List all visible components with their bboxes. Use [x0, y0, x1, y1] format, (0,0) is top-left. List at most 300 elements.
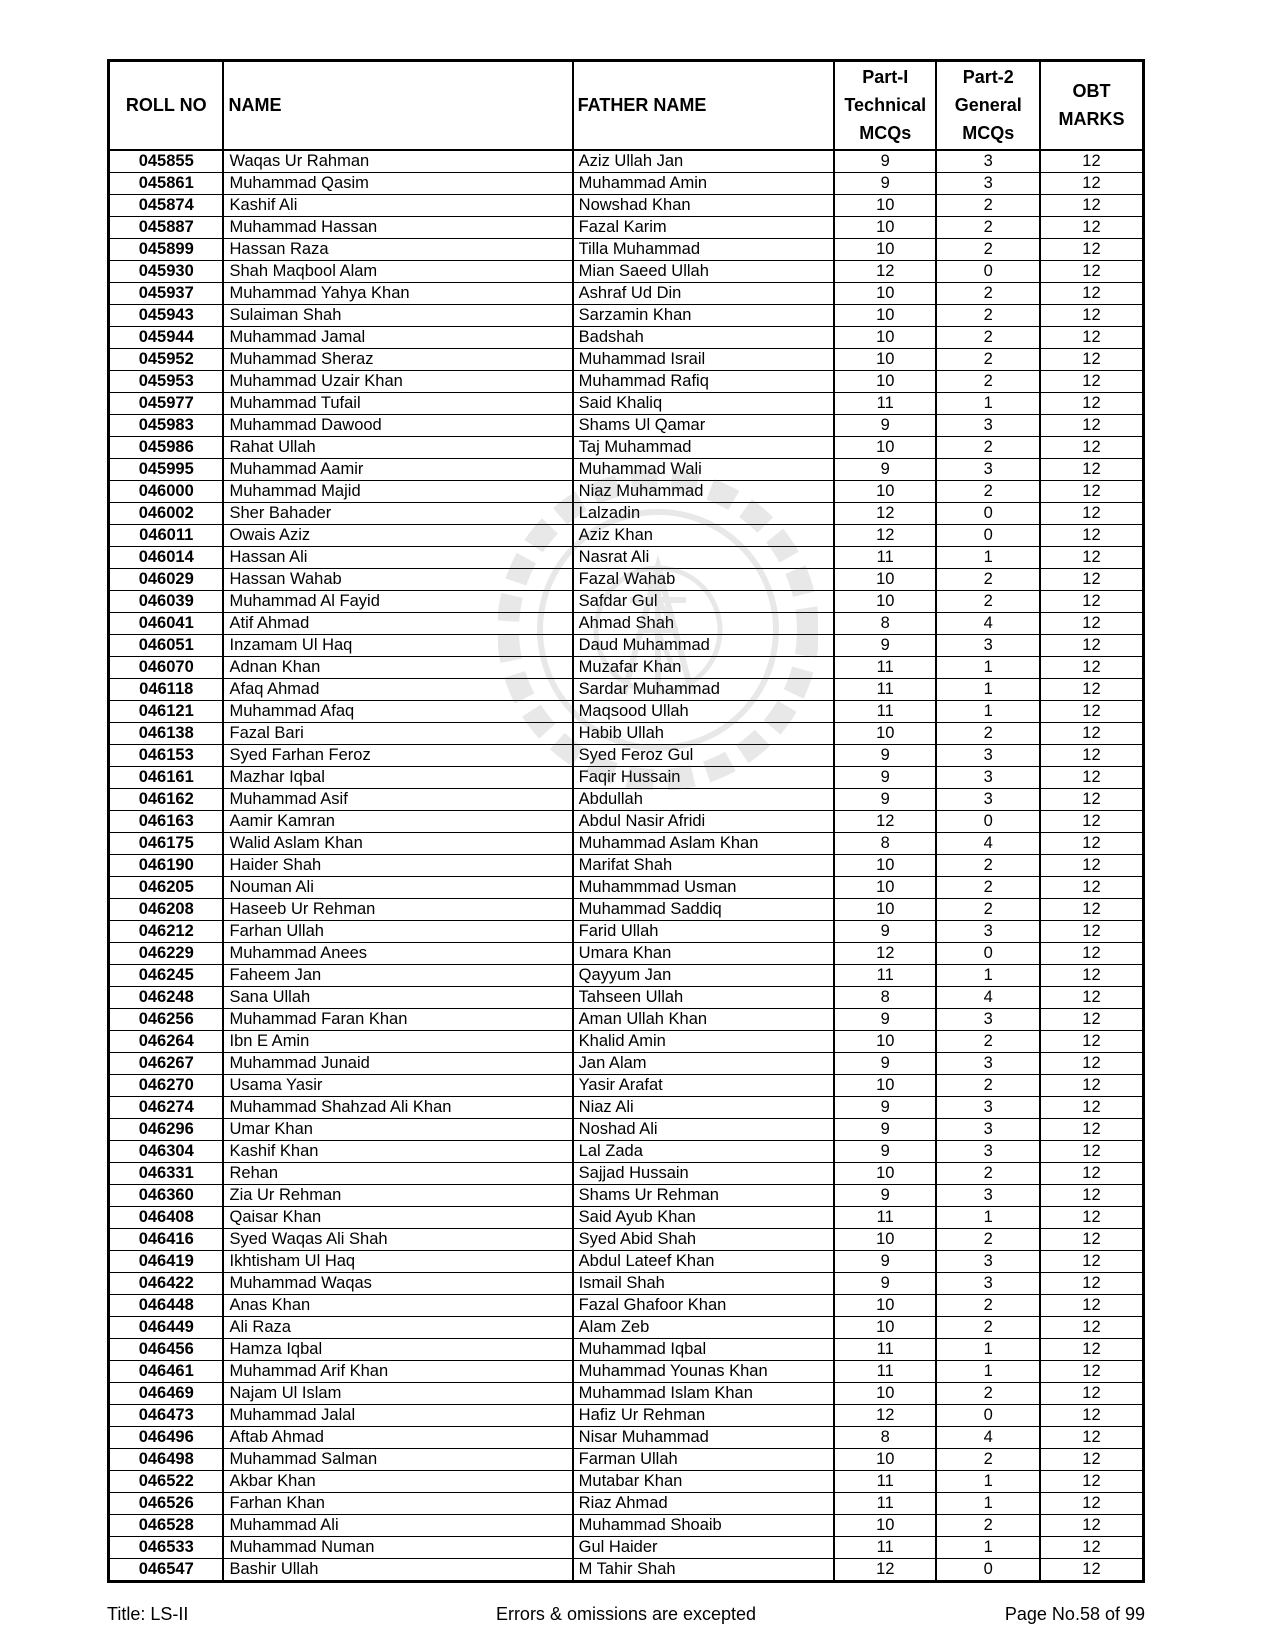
- table-row: [109, 832, 1144, 854]
- part2-marks-cell: 2: [936, 568, 1039, 590]
- roll-no-cell: 046245: [109, 964, 224, 986]
- table-row: [109, 1294, 1144, 1316]
- father-name-cell: Aman Ullah Khan: [573, 1008, 834, 1030]
- name-cell: Sulaiman Shah: [223, 304, 572, 326]
- father-name-cell: M Tahir Shah: [573, 1558, 834, 1581]
- name-cell: Ibn E Amin: [223, 1030, 572, 1052]
- father-name-cell: Safdar Gul: [573, 590, 834, 612]
- table-row: [109, 1074, 1144, 1096]
- roll-no-cell: 046456: [109, 1338, 224, 1360]
- table-row: [109, 1184, 1144, 1206]
- part2-marks-cell: 1: [936, 656, 1039, 678]
- header-name: NAME: [223, 61, 572, 150]
- part2-marks-cell: 4: [936, 1426, 1039, 1448]
- father-name-cell: Umara Khan: [573, 942, 834, 964]
- table-row: [109, 1338, 1144, 1360]
- part2-marks-cell: 2: [936, 304, 1039, 326]
- father-name-cell: Niaz Muhammad: [573, 480, 834, 502]
- obt-marks-cell: 12: [1040, 1052, 1144, 1074]
- part1-marks-cell: 9: [834, 1096, 936, 1118]
- part1-marks-cell: 12: [834, 260, 936, 282]
- obt-marks-cell: 12: [1040, 898, 1144, 920]
- part1-marks-cell: 8: [834, 832, 936, 854]
- part2-marks-cell: 2: [936, 876, 1039, 898]
- roll-no-cell: 046121: [109, 700, 224, 722]
- table-row: [109, 854, 1144, 876]
- part2-marks-cell: 0: [936, 942, 1039, 964]
- father-name-cell: Muhammmad Usman: [573, 876, 834, 898]
- father-name-cell: Muhammad Younas Khan: [573, 1360, 834, 1382]
- table-row: [109, 348, 1144, 370]
- father-name-cell: Maqsood Ullah: [573, 700, 834, 722]
- name-cell: Hamza Iqbal: [223, 1338, 572, 1360]
- father-name-cell: Shams Ur Rehman: [573, 1184, 834, 1206]
- father-name-cell: Fazal Wahab: [573, 568, 834, 590]
- part1-marks-cell: 10: [834, 370, 936, 392]
- table-row: [109, 1228, 1144, 1250]
- roll-no-cell: 046029: [109, 568, 224, 590]
- roll-no-cell: 045977: [109, 392, 224, 414]
- name-cell: Ikhtisham Ul Haq: [223, 1250, 572, 1272]
- part2-marks-cell: 1: [936, 964, 1039, 986]
- father-name-cell: Muhammad Rafiq: [573, 370, 834, 392]
- result-sheet: [107, 59, 1145, 1583]
- roll-no-cell: 046360: [109, 1184, 224, 1206]
- part2-marks-cell: 2: [936, 436, 1039, 458]
- part1-marks-cell: 9: [834, 1184, 936, 1206]
- obt-marks-cell: 12: [1040, 1008, 1144, 1030]
- roll-no-cell: 046161: [109, 766, 224, 788]
- header-part2-line: MCQs: [962, 123, 1015, 144]
- name-cell: Farhan Ullah: [223, 920, 572, 942]
- obt-marks-cell: 12: [1040, 436, 1144, 458]
- father-name-cell: Muzafar Khan: [573, 656, 834, 678]
- part1-marks-cell: 12: [834, 942, 936, 964]
- obt-marks-cell: 12: [1040, 1360, 1144, 1382]
- father-name-cell: Faqir Hussain: [573, 766, 834, 788]
- table-row: [109, 546, 1144, 568]
- table-row: [109, 634, 1144, 656]
- obt-marks-cell: 12: [1040, 150, 1144, 173]
- name-cell: Muhammad Shahzad Ali Khan: [223, 1096, 572, 1118]
- name-cell: Muhammad Hassan: [223, 216, 572, 238]
- obt-marks-cell: 12: [1040, 788, 1144, 810]
- roll-no-cell: 046153: [109, 744, 224, 766]
- table-row: [109, 1140, 1144, 1162]
- obt-marks-cell: 12: [1040, 282, 1144, 304]
- father-name-cell: Yasir Arafat: [573, 1074, 834, 1096]
- obt-marks-cell: 12: [1040, 1294, 1144, 1316]
- table-row: [109, 436, 1144, 458]
- part2-marks-cell: 4: [936, 832, 1039, 854]
- table-row: [109, 1118, 1144, 1140]
- roll-no-cell: 045952: [109, 348, 224, 370]
- table-row: [109, 898, 1144, 920]
- name-cell: Nouman Ali: [223, 876, 572, 898]
- roll-no-cell: 046002: [109, 502, 224, 524]
- name-cell: Sana Ullah: [223, 986, 572, 1008]
- part1-marks-cell: 9: [834, 1250, 936, 1272]
- table-row: [109, 876, 1144, 898]
- name-cell: Muhammad Sheraz: [223, 348, 572, 370]
- name-cell: Waqas Ur Rahman: [223, 150, 572, 173]
- roll-no-cell: 046051: [109, 634, 224, 656]
- father-name-cell: Alam Zeb: [573, 1316, 834, 1338]
- roll-no-cell: 046304: [109, 1140, 224, 1162]
- part2-marks-cell: 1: [936, 1536, 1039, 1558]
- part1-marks-cell: 9: [834, 458, 936, 480]
- obt-marks-cell: 12: [1040, 1140, 1144, 1162]
- roll-no-cell: 045887: [109, 216, 224, 238]
- part1-marks-cell: 10: [834, 194, 936, 216]
- part1-marks-cell: 12: [834, 502, 936, 524]
- name-cell: Zia Ur Rehman: [223, 1184, 572, 1206]
- father-name-cell: Riaz Ahmad: [573, 1492, 834, 1514]
- part2-marks-cell: 3: [936, 1052, 1039, 1074]
- roll-no-cell: 046163: [109, 810, 224, 832]
- part2-marks-cell: 0: [936, 810, 1039, 832]
- part1-marks-cell: 9: [834, 766, 936, 788]
- roll-no-cell: 046000: [109, 480, 224, 502]
- table-row: [109, 1206, 1144, 1228]
- name-cell: Syed Farhan Feroz: [223, 744, 572, 766]
- part2-marks-cell: 2: [936, 216, 1039, 238]
- table-row: [109, 678, 1144, 700]
- table-row: [109, 1360, 1144, 1382]
- part1-marks-cell: 11: [834, 1338, 936, 1360]
- part1-marks-cell: 9: [834, 788, 936, 810]
- table-row: [109, 458, 1144, 480]
- roll-no-cell: 045930: [109, 260, 224, 282]
- footer-note: Errors & omissions are excepted: [495, 1604, 757, 1624]
- roll-no-cell: 046070: [109, 656, 224, 678]
- part1-marks-cell: 10: [834, 1162, 936, 1184]
- roll-no-cell: 046533: [109, 1536, 224, 1558]
- father-name-cell: Muhammad Saddiq: [573, 898, 834, 920]
- father-name-cell: Tahseen Ullah: [573, 986, 834, 1008]
- obt-marks-cell: 12: [1040, 876, 1144, 898]
- part1-marks-cell: 9: [834, 744, 936, 766]
- obt-marks-cell: 12: [1040, 656, 1144, 678]
- roll-no-cell: 045983: [109, 414, 224, 436]
- father-name-cell: Sarzamin Khan: [573, 304, 834, 326]
- part2-marks-cell: 2: [936, 194, 1039, 216]
- obt-marks-cell: 12: [1040, 634, 1144, 656]
- name-cell: Inzamam Ul Haq: [223, 634, 572, 656]
- table-row: [109, 1470, 1144, 1492]
- father-name-cell: Niaz Ali: [573, 1096, 834, 1118]
- part2-marks-cell: 2: [936, 326, 1039, 348]
- father-name-cell: Ashraf Ud Din: [573, 282, 834, 304]
- obt-marks-cell: 12: [1040, 1228, 1144, 1250]
- roll-no-cell: 046118: [109, 678, 224, 700]
- obt-marks-cell: 12: [1040, 172, 1144, 194]
- table-row: [109, 590, 1144, 612]
- father-name-cell: Gul Haider: [573, 1536, 834, 1558]
- obt-marks-cell: 12: [1040, 766, 1144, 788]
- father-name-cell: Nisar Muhammad: [573, 1426, 834, 1448]
- roll-no-cell: 046469: [109, 1382, 224, 1404]
- name-cell: Ali Raza: [223, 1316, 572, 1338]
- table-row: [109, 1250, 1144, 1272]
- name-cell: Muhammad Numan: [223, 1536, 572, 1558]
- roll-no-cell: 046248: [109, 986, 224, 1008]
- father-name-cell: Aziz Ullah Jan: [573, 150, 834, 173]
- name-cell: Aftab Ahmad: [223, 1426, 572, 1448]
- part1-marks-cell: 10: [834, 238, 936, 260]
- obt-marks-cell: 12: [1040, 1206, 1144, 1228]
- header-father-name: FATHER NAME: [573, 61, 834, 150]
- part1-marks-cell: 10: [834, 1316, 936, 1338]
- part1-marks-cell: 11: [834, 1470, 936, 1492]
- table-row: [109, 370, 1144, 392]
- table-row: [109, 1030, 1144, 1052]
- part1-marks-cell: 11: [834, 392, 936, 414]
- table-row: [109, 1316, 1144, 1338]
- father-name-cell: Abdullah: [573, 788, 834, 810]
- table-row: [109, 986, 1144, 1008]
- roll-no-cell: 045855: [109, 150, 224, 173]
- name-cell: Muhammad Ali: [223, 1514, 572, 1536]
- father-name-cell: Muhammad Islam Khan: [573, 1382, 834, 1404]
- part2-marks-cell: 2: [936, 1162, 1039, 1184]
- roll-no-cell: 046041: [109, 612, 224, 634]
- father-name-cell: Habib Ullah: [573, 722, 834, 744]
- part1-marks-cell: 10: [834, 1382, 936, 1404]
- table-row: [109, 700, 1144, 722]
- obt-marks-cell: 12: [1040, 986, 1144, 1008]
- father-name-cell: Said Ayub Khan: [573, 1206, 834, 1228]
- obt-marks-cell: 12: [1040, 1272, 1144, 1294]
- part2-marks-cell: 1: [936, 678, 1039, 700]
- name-cell: Hassan Raza: [223, 238, 572, 260]
- name-cell: Muhammad Qasim: [223, 172, 572, 194]
- part2-marks-cell: 3: [936, 172, 1039, 194]
- roll-no-cell: 045986: [109, 436, 224, 458]
- roll-no-cell: 046296: [109, 1118, 224, 1140]
- name-cell: Hassan Ali: [223, 546, 572, 568]
- part2-marks-cell: 1: [936, 700, 1039, 722]
- part2-marks-cell: 0: [936, 1404, 1039, 1426]
- part2-marks-cell: 2: [936, 1382, 1039, 1404]
- header-part2-general: [936, 61, 1039, 150]
- table-row: [109, 1426, 1144, 1448]
- father-name-cell: Muhammad Amin: [573, 172, 834, 194]
- part2-marks-cell: 2: [936, 238, 1039, 260]
- table-row: [109, 326, 1144, 348]
- table-row: [109, 1536, 1144, 1558]
- father-name-cell: Mian Saeed Ullah: [573, 260, 834, 282]
- table-row: [109, 1514, 1144, 1536]
- father-name-cell: Fazal Karim: [573, 216, 834, 238]
- page-footer: [107, 1602, 1145, 1626]
- part1-marks-cell: 9: [834, 150, 936, 173]
- roll-no-cell: 046498: [109, 1448, 224, 1470]
- obt-marks-cell: 12: [1040, 1536, 1144, 1558]
- obt-marks-cell: 12: [1040, 700, 1144, 722]
- name-cell: Muhammad Al Fayid: [223, 590, 572, 612]
- obt-marks-cell: 12: [1040, 1514, 1144, 1536]
- part2-marks-cell: 1: [936, 1206, 1039, 1228]
- part1-marks-cell: 10: [834, 304, 936, 326]
- part2-marks-cell: 0: [936, 524, 1039, 546]
- name-cell: Kashif Ali: [223, 194, 572, 216]
- part2-marks-cell: 0: [936, 502, 1039, 524]
- part2-marks-cell: 1: [936, 1360, 1039, 1382]
- father-name-cell: Tilla Muhammad: [573, 238, 834, 260]
- table-row: [109, 810, 1144, 832]
- part2-marks-cell: 3: [936, 458, 1039, 480]
- part2-marks-cell: 2: [936, 480, 1039, 502]
- part2-marks-cell: 1: [936, 392, 1039, 414]
- part2-marks-cell: 3: [936, 788, 1039, 810]
- name-cell: Muhammad Faran Khan: [223, 1008, 572, 1030]
- father-name-cell: Sardar Muhammad: [573, 678, 834, 700]
- obt-marks-cell: 12: [1040, 1030, 1144, 1052]
- name-cell: Bashir Ullah: [223, 1558, 572, 1581]
- table-row: [109, 1558, 1144, 1581]
- part2-marks-cell: 2: [936, 1514, 1039, 1536]
- part2-marks-cell: 3: [936, 766, 1039, 788]
- father-name-cell: Farid Ullah: [573, 920, 834, 942]
- table-row: [109, 1162, 1144, 1184]
- name-cell: Fazal Bari: [223, 722, 572, 744]
- name-cell: Umar Khan: [223, 1118, 572, 1140]
- table-row: [109, 392, 1144, 414]
- obt-marks-cell: 12: [1040, 348, 1144, 370]
- part1-marks-cell: 11: [834, 678, 936, 700]
- table-row: [109, 612, 1144, 634]
- father-name-cell: Muhammad Shoaib: [573, 1514, 834, 1536]
- name-cell: Adnan Khan: [223, 656, 572, 678]
- results-table: [107, 59, 1145, 1583]
- part1-marks-cell: 10: [834, 722, 936, 744]
- part2-marks-cell: 0: [936, 260, 1039, 282]
- name-cell: Shah Maqbool Alam: [223, 260, 572, 282]
- obt-marks-cell: 12: [1040, 458, 1144, 480]
- part2-marks-cell: 2: [936, 854, 1039, 876]
- father-name-cell: Farman Ullah: [573, 1448, 834, 1470]
- part1-marks-cell: 10: [834, 216, 936, 238]
- father-name-cell: Muhammad Israil: [573, 348, 834, 370]
- father-name-cell: Said Khaliq: [573, 392, 834, 414]
- table-row: [109, 480, 1144, 502]
- part1-marks-cell: 9: [834, 1008, 936, 1030]
- obt-marks-cell: 12: [1040, 1404, 1144, 1426]
- roll-no-cell: 046274: [109, 1096, 224, 1118]
- obt-marks-cell: 12: [1040, 480, 1144, 502]
- obt-marks-cell: 12: [1040, 546, 1144, 568]
- name-cell: Muhammad Afaq: [223, 700, 572, 722]
- obt-marks-cell: 12: [1040, 1096, 1144, 1118]
- table-row: [109, 1272, 1144, 1294]
- obt-marks-cell: 12: [1040, 1558, 1144, 1581]
- part2-marks-cell: 2: [936, 348, 1039, 370]
- father-name-cell: Lal Zada: [573, 1140, 834, 1162]
- header-part2-line: General: [954, 95, 1022, 116]
- name-cell: Muhammad Aamir: [223, 458, 572, 480]
- part2-marks-cell: 3: [936, 414, 1039, 436]
- part1-marks-cell: 9: [834, 920, 936, 942]
- father-name-cell: Abdul Nasir Afridi: [573, 810, 834, 832]
- name-cell: Muhammad Junaid: [223, 1052, 572, 1074]
- name-cell: Muhammad Anees: [223, 942, 572, 964]
- father-name-cell: Muhammad Iqbal: [573, 1338, 834, 1360]
- table-header: [109, 61, 1144, 150]
- father-name-cell: Badshah: [573, 326, 834, 348]
- table-row: [109, 304, 1144, 326]
- table-row: [109, 414, 1144, 436]
- table-row: [109, 282, 1144, 304]
- father-name-cell: Daud Muhammad: [573, 634, 834, 656]
- part2-marks-cell: 4: [936, 986, 1039, 1008]
- part1-marks-cell: 10: [834, 1514, 936, 1536]
- name-cell: Rehan: [223, 1162, 572, 1184]
- roll-no-cell: 046416: [109, 1228, 224, 1250]
- roll-no-cell: 046267: [109, 1052, 224, 1074]
- roll-no-cell: 046011: [109, 524, 224, 546]
- header-part2-line: Part-2: [962, 67, 1014, 88]
- part2-marks-cell: 2: [936, 1448, 1039, 1470]
- obt-marks-cell: 12: [1040, 414, 1144, 436]
- part1-marks-cell: 9: [834, 172, 936, 194]
- roll-no-cell: 045874: [109, 194, 224, 216]
- table-row: [109, 766, 1144, 788]
- roll-no-cell: 046419: [109, 1250, 224, 1272]
- part1-marks-cell: 8: [834, 986, 936, 1008]
- obt-marks-cell: 12: [1040, 1162, 1144, 1184]
- table-row: [109, 216, 1144, 238]
- name-cell: Qaisar Khan: [223, 1206, 572, 1228]
- table-row: [109, 1492, 1144, 1514]
- part2-marks-cell: 4: [936, 612, 1039, 634]
- obt-marks-cell: 12: [1040, 590, 1144, 612]
- obt-marks-cell: 12: [1040, 854, 1144, 876]
- part1-marks-cell: 10: [834, 568, 936, 590]
- roll-no-cell: 045944: [109, 326, 224, 348]
- father-name-cell: Lalzadin: [573, 502, 834, 524]
- roll-no-cell: 046449: [109, 1316, 224, 1338]
- obt-marks-cell: 12: [1040, 1118, 1144, 1140]
- name-cell: Muhammad Arif Khan: [223, 1360, 572, 1382]
- roll-no-cell: 046264: [109, 1030, 224, 1052]
- obt-marks-cell: 12: [1040, 568, 1144, 590]
- roll-no-cell: 046496: [109, 1426, 224, 1448]
- obt-marks-cell: 12: [1040, 1470, 1144, 1492]
- name-cell: Kashif Khan: [223, 1140, 572, 1162]
- header-obt-line: MARKS: [1058, 109, 1125, 130]
- roll-no-cell: 046473: [109, 1404, 224, 1426]
- name-cell: Hassan Wahab: [223, 568, 572, 590]
- part1-marks-cell: 10: [834, 1074, 936, 1096]
- part1-marks-cell: 9: [834, 634, 936, 656]
- roll-no-cell: 045943: [109, 304, 224, 326]
- table-row: [109, 1382, 1144, 1404]
- table-row: [109, 1448, 1144, 1470]
- part2-marks-cell: 3: [936, 920, 1039, 942]
- obt-marks-cell: 12: [1040, 1184, 1144, 1206]
- name-cell: Muhammad Majid: [223, 480, 572, 502]
- obt-marks-cell: 12: [1040, 942, 1144, 964]
- obt-marks-cell: 12: [1040, 810, 1144, 832]
- father-name-cell: Muhammad Wali: [573, 458, 834, 480]
- father-name-cell: Ismail Shah: [573, 1272, 834, 1294]
- roll-no-cell: 046039: [109, 590, 224, 612]
- part1-marks-cell: 12: [834, 1558, 936, 1581]
- roll-no-cell: 046212: [109, 920, 224, 942]
- name-cell: Muhammad Asif: [223, 788, 572, 810]
- part2-marks-cell: 3: [936, 1184, 1039, 1206]
